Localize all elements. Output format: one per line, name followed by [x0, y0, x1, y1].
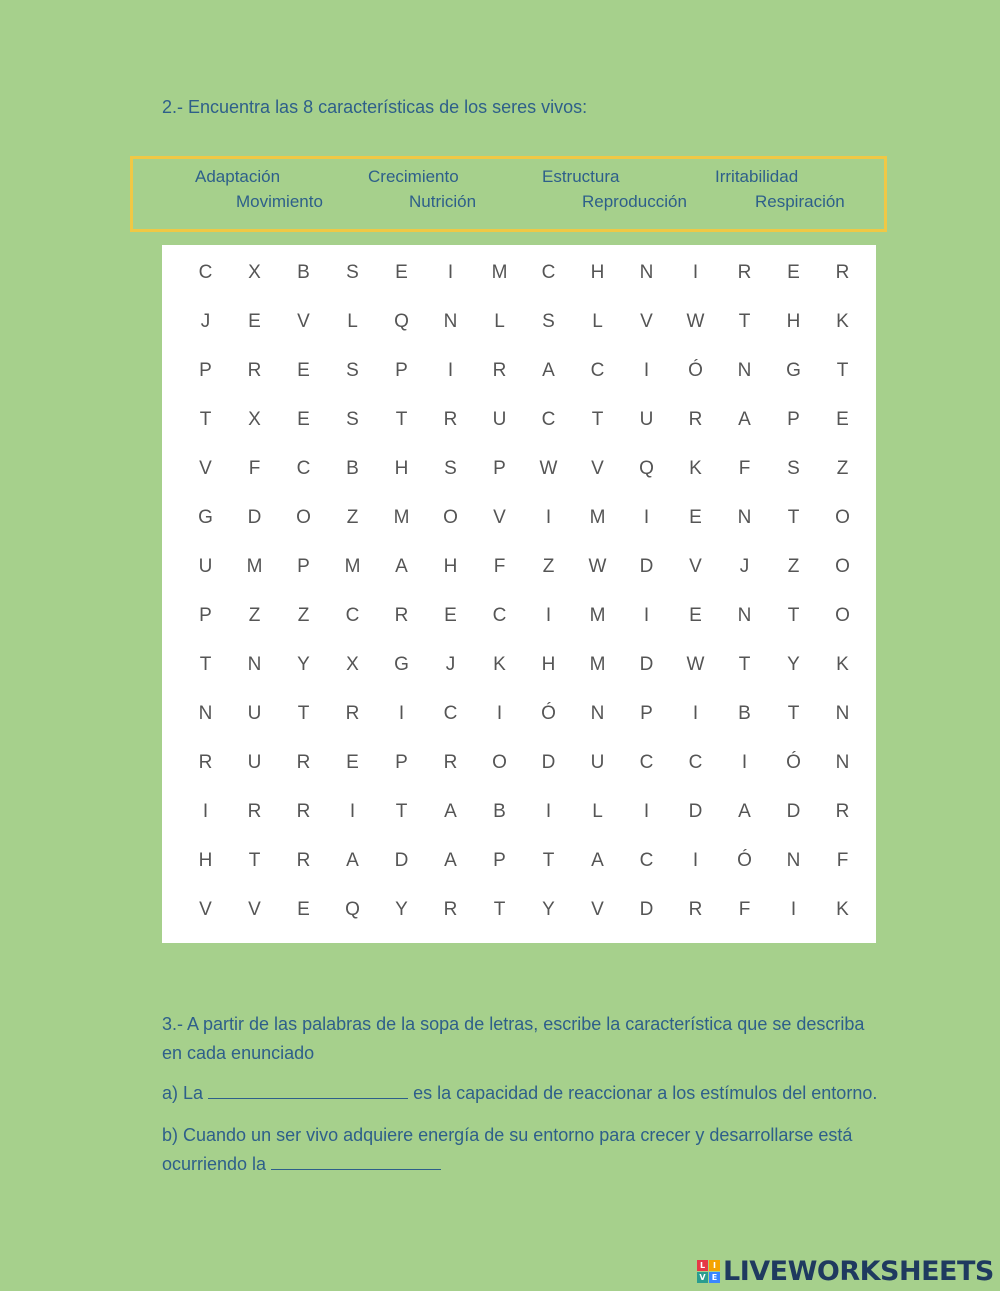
grid-cell[interactable]: M [589, 506, 606, 528]
grid-cell[interactable]: T [493, 898, 506, 920]
grid-cell[interactable]: L [494, 310, 505, 332]
grid-cell[interactable]: T [738, 310, 751, 332]
grid-cell[interactable]: C [345, 604, 360, 626]
word-estructura: Estructura [542, 167, 620, 186]
grid-cell[interactable]: V [493, 506, 506, 528]
grid-cell[interactable]: H [443, 555, 458, 577]
grid-cell[interactable]: P [199, 604, 212, 626]
grid-cell[interactable]: Z [836, 457, 849, 479]
grid-cell[interactable]: I [202, 800, 209, 822]
grid-cell[interactable]: B [346, 457, 359, 479]
grid-cell[interactable]: V [591, 457, 604, 479]
grid-cell[interactable]: V [591, 898, 604, 920]
question-3a-suffix: es la capacidad de reaccionar a los estímulos del entorno. [413, 1083, 878, 1103]
grid-cell[interactable]: F [493, 555, 506, 577]
grid-cell[interactable]: C [492, 604, 507, 626]
grid-cell[interactable]: A [395, 555, 408, 577]
logo-tile: I [709, 1260, 720, 1271]
grid-row [162, 836, 876, 885]
grid-cell[interactable]: N [737, 506, 752, 528]
grid-cell[interactable]: I [790, 898, 797, 920]
grid-cell[interactable]: R [345, 702, 360, 724]
grid-cell[interactable]: R [737, 261, 752, 283]
grid-cell[interactable]: R [835, 261, 850, 283]
grid-cell[interactable]: U [590, 751, 605, 773]
grid-cell[interactable]: Y [542, 898, 555, 920]
grid-cell[interactable]: T [248, 849, 261, 871]
grid-cell[interactable]: P [640, 702, 653, 724]
grid-cell[interactable]: H [394, 457, 409, 479]
grid-cell[interactable]: K [689, 457, 702, 479]
grid-cell[interactable]: A [591, 849, 604, 871]
grid-cell[interactable]: S [346, 408, 359, 430]
grid-cell[interactable]: S [542, 310, 555, 332]
grid-cell[interactable]: N [443, 310, 458, 332]
grid-cell[interactable]: M [344, 555, 361, 577]
grid-cell[interactable]: I [692, 261, 699, 283]
grid-cell[interactable]: Z [346, 506, 359, 528]
grid-cell[interactable]: H [590, 261, 605, 283]
grid-cell[interactable]: V [248, 898, 261, 920]
grid-cell[interactable]: C [443, 702, 458, 724]
grid-cell[interactable]: G [786, 359, 801, 381]
grid-cell[interactable]: K [836, 310, 849, 332]
grid-cell[interactable]: U [639, 408, 654, 430]
grid-cell[interactable]: I [349, 800, 356, 822]
grid-cell[interactable]: X [248, 408, 261, 430]
logo-text: LIVEWORKSHEETS [723, 1255, 994, 1287]
grid-cell[interactable]: T [787, 604, 800, 626]
grid-cell[interactable]: G [198, 506, 213, 528]
grid-row [162, 689, 876, 738]
grid-cell[interactable]: R [688, 408, 703, 430]
grid-cell[interactable]: I [545, 800, 552, 822]
question-3-title-line1: 3.- A partir de las palabras de la sopa de letras, escribe la característica que se describa [162, 1014, 865, 1034]
grid-cell[interactable]: O [492, 751, 507, 773]
grid-cell[interactable]: I [643, 359, 650, 381]
grid-row [162, 493, 876, 542]
grid-cell[interactable]: R [296, 751, 311, 773]
grid-cell[interactable]: E [689, 604, 702, 626]
grid-row [162, 738, 876, 787]
grid-cell[interactable]: B [493, 800, 506, 822]
grid-row [162, 248, 876, 297]
grid-cell[interactable]: N [835, 702, 850, 724]
grid-cell[interactable]: H [541, 653, 556, 675]
grid-cell[interactable]: I [447, 359, 454, 381]
grid-cell[interactable]: C [541, 261, 556, 283]
grid-cell[interactable]: O [443, 506, 458, 528]
grid-cell[interactable]: E [297, 359, 310, 381]
grid-cell[interactable]: T [738, 653, 751, 675]
grid-cell[interactable]: J [200, 310, 211, 332]
grid-cell[interactable]: Z [248, 604, 261, 626]
grid-cell[interactable]: U [198, 555, 213, 577]
grid-row [162, 885, 876, 934]
grid-cell[interactable]: J [445, 653, 456, 675]
grid-cell[interactable]: W [588, 555, 607, 577]
grid-cell[interactable]: I [692, 849, 699, 871]
word-irritabilidad: Irritabilidad [715, 167, 799, 186]
grid-cell[interactable]: E [297, 898, 310, 920]
grid-cell[interactable]: R [835, 800, 850, 822]
grid-cell[interactable]: T [591, 408, 604, 430]
grid-cell[interactable]: V [199, 898, 212, 920]
grid-cell[interactable]: V [297, 310, 310, 332]
grid-cell[interactable]: R [443, 751, 458, 773]
grid-cell[interactable]: S [444, 457, 457, 479]
grid-cell[interactable]: Z [542, 555, 555, 577]
grid-cell[interactable]: P [493, 849, 506, 871]
grid-cell[interactable]: R [247, 359, 262, 381]
grid-cell[interactable]: D [639, 653, 654, 675]
grid-cell[interactable]: S [346, 261, 359, 283]
question-3-title-line2: en cada enunciado [162, 1043, 315, 1063]
grid-cell[interactable]: N [639, 261, 654, 283]
grid-cell[interactable]: T [395, 800, 408, 822]
grid-cell[interactable]: Y [787, 653, 800, 675]
question-3b [162, 1121, 852, 1179]
grid-cell[interactable]: M [589, 653, 606, 675]
grid-cell[interactable]: I [643, 800, 650, 822]
grid-cell[interactable]: U [492, 408, 507, 430]
word-movimiento: Movimiento [236, 192, 323, 211]
grid-row [162, 444, 876, 493]
grid-cell[interactable]: N [198, 702, 213, 724]
question-2-title: 2.- Encuentra las 8 características de los seres vivos: [162, 97, 588, 117]
grid-cell[interactable]: E [346, 751, 359, 773]
grid-cell[interactable]: E [787, 261, 800, 283]
grid-cell[interactable]: C [198, 261, 213, 283]
grid-cell[interactable]: D [541, 751, 556, 773]
grid-cell[interactable]: D [639, 898, 654, 920]
grid-cell[interactable]: V [689, 555, 702, 577]
grid-cell[interactable]: T [199, 653, 212, 675]
grid-cell[interactable]: I [643, 604, 650, 626]
grid-cell[interactable]: T [199, 408, 212, 430]
grid-cell[interactable]: J [739, 555, 750, 577]
grid-cell[interactable]: N [247, 653, 262, 675]
grid-cell[interactable]: C [639, 849, 654, 871]
grid-cell[interactable]: P [199, 359, 212, 381]
grid-cell[interactable]: P [493, 457, 506, 479]
grid-cell[interactable]: V [199, 457, 212, 479]
word-reproduccion: Reproducción [582, 192, 687, 211]
grid-cell[interactable]: I [545, 506, 552, 528]
grid-cell[interactable]: R [688, 898, 703, 920]
word-adaptacion: Adaptación [195, 167, 281, 186]
liveworksheets-logo [697, 1255, 994, 1287]
grid-cell[interactable]: F [248, 457, 261, 479]
grid-cell[interactable]: I [545, 604, 552, 626]
grid-cell[interactable]: C [541, 408, 556, 430]
word-respiracion: Respiración [755, 192, 845, 211]
grid-cell[interactable]: D [247, 506, 262, 528]
grid-cell[interactable]: Q [394, 310, 409, 332]
grid-cell[interactable]: K [836, 898, 849, 920]
question-3-title [162, 1010, 864, 1068]
grid-cell[interactable]: O [296, 506, 311, 528]
word-list-box [130, 156, 887, 232]
grid-cell[interactable]: A [444, 800, 457, 822]
grid-cell[interactable]: E [836, 408, 849, 430]
word-search-grid[interactable] [162, 245, 876, 943]
grid-cell[interactable]: R [247, 800, 262, 822]
grid-cell[interactable]: E [444, 604, 457, 626]
grid-cell[interactable]: E [248, 310, 261, 332]
grid-cell[interactable]: L [347, 310, 358, 332]
grid-cell[interactable]: T [787, 702, 800, 724]
logo-tile: L [697, 1260, 708, 1271]
word-nutricion: Nutrición [409, 192, 477, 211]
grid-cell[interactable]: R [198, 751, 213, 773]
grid-cell[interactable]: I [447, 261, 454, 283]
grid-row [162, 542, 876, 591]
grid-cell[interactable]: M [246, 555, 263, 577]
grid-cell[interactable]: E [395, 261, 408, 283]
grid-cell[interactable]: R [443, 408, 458, 430]
grid-cell[interactable]: B [738, 702, 751, 724]
grid-cell[interactable]: C [688, 751, 703, 773]
grid-cell[interactable]: W [539, 457, 558, 479]
grid-cell[interactable]: A [738, 800, 751, 822]
grid-cell[interactable]: C [639, 751, 654, 773]
grid-cell[interactable]: Y [297, 653, 310, 675]
grid-cell[interactable]: A [346, 849, 359, 871]
grid-cell[interactable]: Q [345, 898, 360, 920]
question-3b-prefix: ocurriendo la [162, 1154, 267, 1174]
grid-cell[interactable]: D [786, 800, 801, 822]
grid-cell[interactable]: I [496, 702, 503, 724]
grid-cell[interactable]: A [444, 849, 457, 871]
grid-cell[interactable]: C [296, 457, 311, 479]
grid-row [162, 297, 876, 346]
grid-cell[interactable]: H [198, 849, 213, 871]
grid-cell[interactable]: I [741, 751, 748, 773]
grid-cell[interactable]: F [836, 849, 849, 871]
grid-cell[interactable]: O [835, 506, 850, 528]
grid-row [162, 346, 876, 395]
answer-a-blank[interactable] [208, 1082, 408, 1099]
grid-cell[interactable]: T [297, 702, 310, 724]
grid-cell[interactable]: Ó [737, 849, 752, 871]
grid-cell[interactable]: T [542, 849, 555, 871]
grid-cell[interactable]: I [643, 506, 650, 528]
grid-cell[interactable]: Ó [541, 702, 556, 724]
grid-cell[interactable]: F [738, 898, 751, 920]
grid-cell[interactable]: X [346, 653, 359, 675]
grid-cell[interactable]: U [247, 702, 262, 724]
grid-cell[interactable]: X [248, 261, 261, 283]
grid-cell[interactable]: I [692, 702, 699, 724]
grid-cell[interactable]: S [346, 359, 359, 381]
grid-cell[interactable]: D [639, 555, 654, 577]
grid-cell[interactable]: Y [395, 898, 408, 920]
grid-cell[interactable]: M [589, 604, 606, 626]
grid-cell[interactable]: A [738, 408, 751, 430]
grid-cell[interactable]: E [297, 408, 310, 430]
grid-cell[interactable]: P [395, 359, 408, 381]
grid-cell[interactable]: L [592, 800, 603, 822]
grid-cell[interactable]: E [689, 506, 702, 528]
logo-mark [697, 1260, 720, 1283]
grid-cell[interactable]: H [786, 310, 801, 332]
grid-cell[interactable]: S [787, 457, 800, 479]
grid-cell[interactable]: P [787, 408, 800, 430]
grid-cell[interactable]: W [686, 653, 705, 675]
grid-cell[interactable]: F [738, 457, 751, 479]
grid-cell[interactable]: N [737, 604, 752, 626]
question-3a-prefix: a) La [162, 1083, 204, 1103]
grid-cell[interactable]: Z [787, 555, 800, 577]
grid-cell[interactable]: N [737, 359, 752, 381]
grid-cell[interactable]: C [590, 359, 605, 381]
grid-cell[interactable]: T [395, 408, 408, 430]
grid-cell[interactable]: L [592, 310, 603, 332]
grid-cell[interactable]: O [835, 555, 850, 577]
grid-row [162, 640, 876, 689]
grid-cell[interactable]: N [835, 751, 850, 773]
grid-cell[interactable]: N [786, 849, 801, 871]
grid-cell[interactable]: P [395, 751, 408, 773]
grid-cell[interactable]: K [836, 653, 849, 675]
grid-cell[interactable]: D [688, 800, 703, 822]
grid-row [162, 591, 876, 640]
question-3a [162, 1079, 877, 1108]
question-3b-line1: b) Cuando un ser vivo adquiere energía de su entorno para crecer y desarrollarse está [162, 1125, 853, 1145]
grid-cell[interactable]: O [835, 604, 850, 626]
grid-cell[interactable]: Z [297, 604, 310, 626]
grid-cell[interactable]: R [394, 604, 409, 626]
grid-cell[interactable]: R [296, 849, 311, 871]
grid-row [162, 787, 876, 836]
grid-cell[interactable]: R [492, 359, 507, 381]
grid-cell[interactable]: N [590, 702, 605, 724]
answer-b-blank[interactable] [271, 1153, 441, 1170]
grid-cell[interactable]: D [394, 849, 409, 871]
grid-cell[interactable]: Q [639, 457, 654, 479]
grid-cell[interactable]: R [296, 800, 311, 822]
grid-cell[interactable]: V [640, 310, 653, 332]
grid-cell[interactable]: T [836, 359, 849, 381]
grid-cell[interactable]: G [394, 653, 409, 675]
grid-cell[interactable]: Ó [688, 359, 703, 381]
grid-cell[interactable]: T [787, 506, 800, 528]
grid-cell[interactable]: B [297, 261, 310, 283]
grid-cell[interactable]: K [493, 653, 506, 675]
grid-cell[interactable]: P [297, 555, 310, 577]
logo-tile: E [709, 1272, 720, 1283]
grid-cell[interactable]: Ó [786, 751, 801, 773]
word-crecimiento: Crecimiento [368, 167, 459, 186]
grid-cell[interactable]: I [398, 702, 405, 724]
grid-cell[interactable]: A [542, 359, 555, 381]
grid-cell[interactable]: M [393, 506, 410, 528]
grid-cell[interactable]: M [491, 261, 508, 283]
grid-row [162, 395, 876, 444]
logo-tile: V [697, 1272, 708, 1283]
grid-cell[interactable]: U [247, 751, 262, 773]
grid-cell[interactable]: W [686, 310, 705, 332]
grid-cell[interactable]: R [443, 898, 458, 920]
